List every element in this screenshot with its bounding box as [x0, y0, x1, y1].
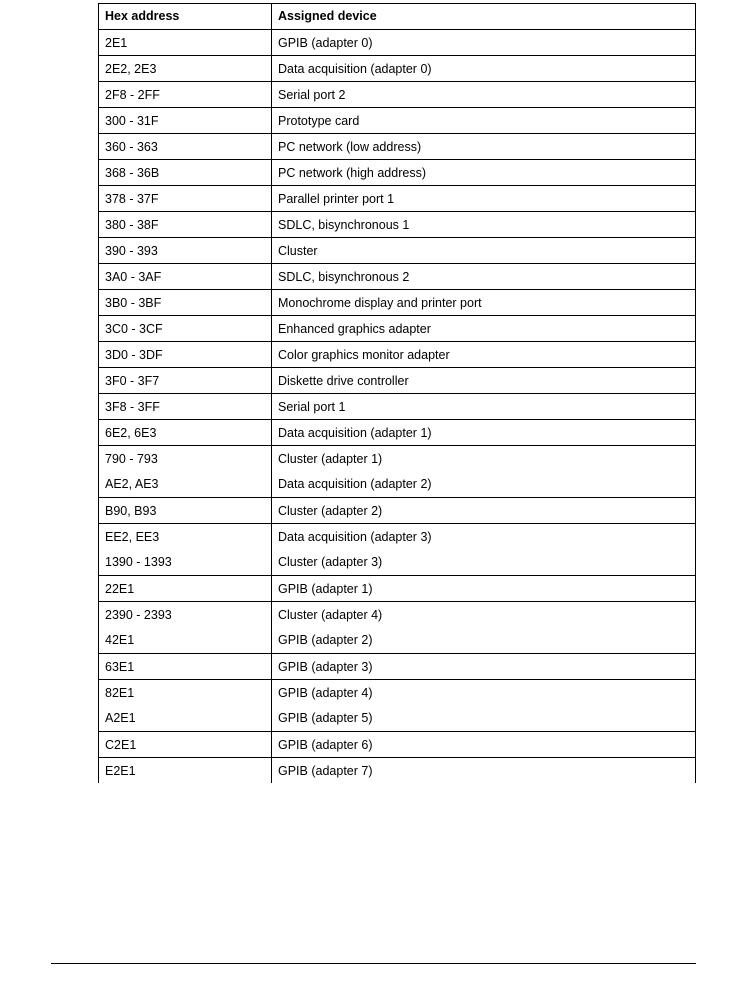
assigned-device-cell: GPIB (adapter 6) — [278, 738, 373, 752]
hex-address-cell: 3F0 - 3F7 — [99, 368, 272, 393]
table-row — [99, 289, 695, 315]
table-row — [99, 575, 695, 601]
hex-address-cell: 378 - 37F — [99, 186, 272, 211]
table-row — [99, 107, 695, 133]
hex-address-cell: 42E1 — [99, 627, 272, 653]
table-row — [99, 627, 695, 653]
assigned-device-cell: Data acquisition (adapter 2) — [278, 477, 432, 491]
assigned-device-cell: Data acquisition (adapter 3) — [278, 530, 432, 544]
assigned-device-cell: GPIB (adapter 5) — [278, 711, 373, 725]
hex-address-cell: 2E1 — [99, 30, 272, 55]
assigned-device-cell: GPIB (adapter 1) — [278, 582, 373, 596]
hex-address-cell: 2F8 - 2FF — [99, 82, 272, 107]
assigned-device-cell: Cluster (adapter 3) — [278, 555, 383, 569]
hex-address-cell: 2E2, 2E3 — [99, 56, 272, 81]
hex-address-cell: 360 - 363 — [99, 134, 272, 159]
table-row — [99, 523, 695, 549]
assigned-device-cell: Cluster (adapter 2) — [278, 504, 383, 518]
assigned-device-cell: Data acquisition (adapter 1) — [278, 426, 432, 440]
assigned-device-cell: GPIB (adapter 7) — [278, 764, 373, 778]
assigned-device-cell: Enhanced graphics adapter — [278, 322, 431, 336]
assigned-device-cell: Monochrome display and printer port — [278, 296, 482, 310]
hex-address-cell: 6E2, 6E3 — [99, 420, 272, 445]
assigned-device-cell: GPIB (adapter 2) — [278, 633, 373, 647]
table-header-row — [99, 4, 695, 29]
table-row — [99, 341, 695, 367]
assigned-device-cell: PC network (low address) — [278, 140, 422, 154]
table-row — [99, 445, 695, 471]
table-row — [99, 653, 695, 679]
hex-address-cell: 3B0 - 3BF — [99, 290, 272, 315]
hex-address-cell: 380 - 38F — [99, 212, 272, 237]
table-row — [99, 55, 695, 81]
footer-divider — [51, 963, 696, 964]
table-row — [99, 393, 695, 419]
table-row — [99, 263, 695, 289]
table-row — [99, 237, 695, 263]
table-row — [99, 705, 695, 731]
hex-address-cell: 300 - 31F — [99, 108, 272, 133]
assigned-device-cell: Serial port 2 — [278, 88, 346, 102]
table-row — [99, 29, 695, 55]
io-address-table — [98, 3, 696, 783]
table-row — [99, 497, 695, 523]
hex-address-cell: 3D0 - 3DF — [99, 342, 272, 367]
hex-address-cell: 3A0 - 3AF — [99, 264, 272, 289]
table-row — [99, 367, 695, 393]
assigned-device-cell: GPIB (adapter 4) — [278, 686, 373, 700]
table-row — [99, 211, 695, 237]
table-row — [99, 133, 695, 159]
hex-address-cell: 63E1 — [99, 654, 272, 679]
assigned-device-cell: Parallel printer port 1 — [278, 192, 395, 206]
assigned-device-cell: SDLC, bisynchronous 2 — [278, 270, 410, 284]
hex-address-cell: AE2, AE3 — [99, 471, 272, 497]
hex-address-cell: A2E1 — [99, 705, 272, 731]
assigned-device-cell: SDLC, bisynchronous 1 — [278, 218, 410, 232]
hex-address-cell: 22E1 — [99, 576, 272, 601]
table-body — [99, 29, 695, 783]
hex-address-cell: B90, B93 — [99, 498, 272, 523]
assigned-device-cell: Data acquisition (adapter 0) — [278, 62, 432, 76]
hex-address-cell: 790 - 793 — [99, 446, 272, 471]
assigned-device-cell: Prototype card — [278, 114, 360, 128]
table-row — [99, 679, 695, 705]
table-row — [99, 549, 695, 575]
hex-address-cell: C2E1 — [99, 732, 272, 757]
table-row — [99, 757, 695, 783]
table-row — [99, 81, 695, 107]
hex-address-cell: 3F8 - 3FF — [99, 394, 272, 419]
assigned-device-cell: Cluster — [278, 244, 318, 258]
table-row — [99, 185, 695, 211]
hex-address-cell: 2390 - 2393 — [99, 602, 272, 627]
table-row — [99, 159, 695, 185]
header-assigned-device: Assigned device — [278, 9, 377, 23]
table-row — [99, 601, 695, 627]
hex-address-cell: 390 - 393 — [99, 238, 272, 263]
hex-address-cell: 368 - 36B — [99, 160, 272, 185]
table-row — [99, 419, 695, 445]
table-row — [99, 731, 695, 757]
assigned-device-cell: GPIB (adapter 3) — [278, 660, 373, 674]
table-row — [99, 471, 695, 497]
assigned-device-cell: GPIB (adapter 0) — [278, 36, 373, 50]
assigned-device-cell: Cluster (adapter 1) — [278, 452, 383, 466]
assigned-device-cell: Color graphics monitor adapter — [278, 348, 450, 362]
table-row — [99, 315, 695, 341]
assigned-device-cell: Cluster (adapter 4) — [278, 608, 383, 622]
assigned-device-cell: PC network (high address) — [278, 166, 426, 180]
hex-address-cell: 1390 - 1393 — [99, 549, 272, 575]
hex-address-cell: EE2, EE3 — [99, 524, 272, 549]
hex-address-cell: E2E1 — [99, 758, 272, 783]
assigned-device-cell: Diskette drive controller — [278, 374, 409, 388]
hex-address-cell: 3C0 - 3CF — [99, 316, 272, 341]
hex-address-cell: 82E1 — [99, 680, 272, 705]
header-hex-address: Hex address — [99, 4, 272, 29]
assigned-device-cell: Serial port 1 — [278, 400, 346, 414]
